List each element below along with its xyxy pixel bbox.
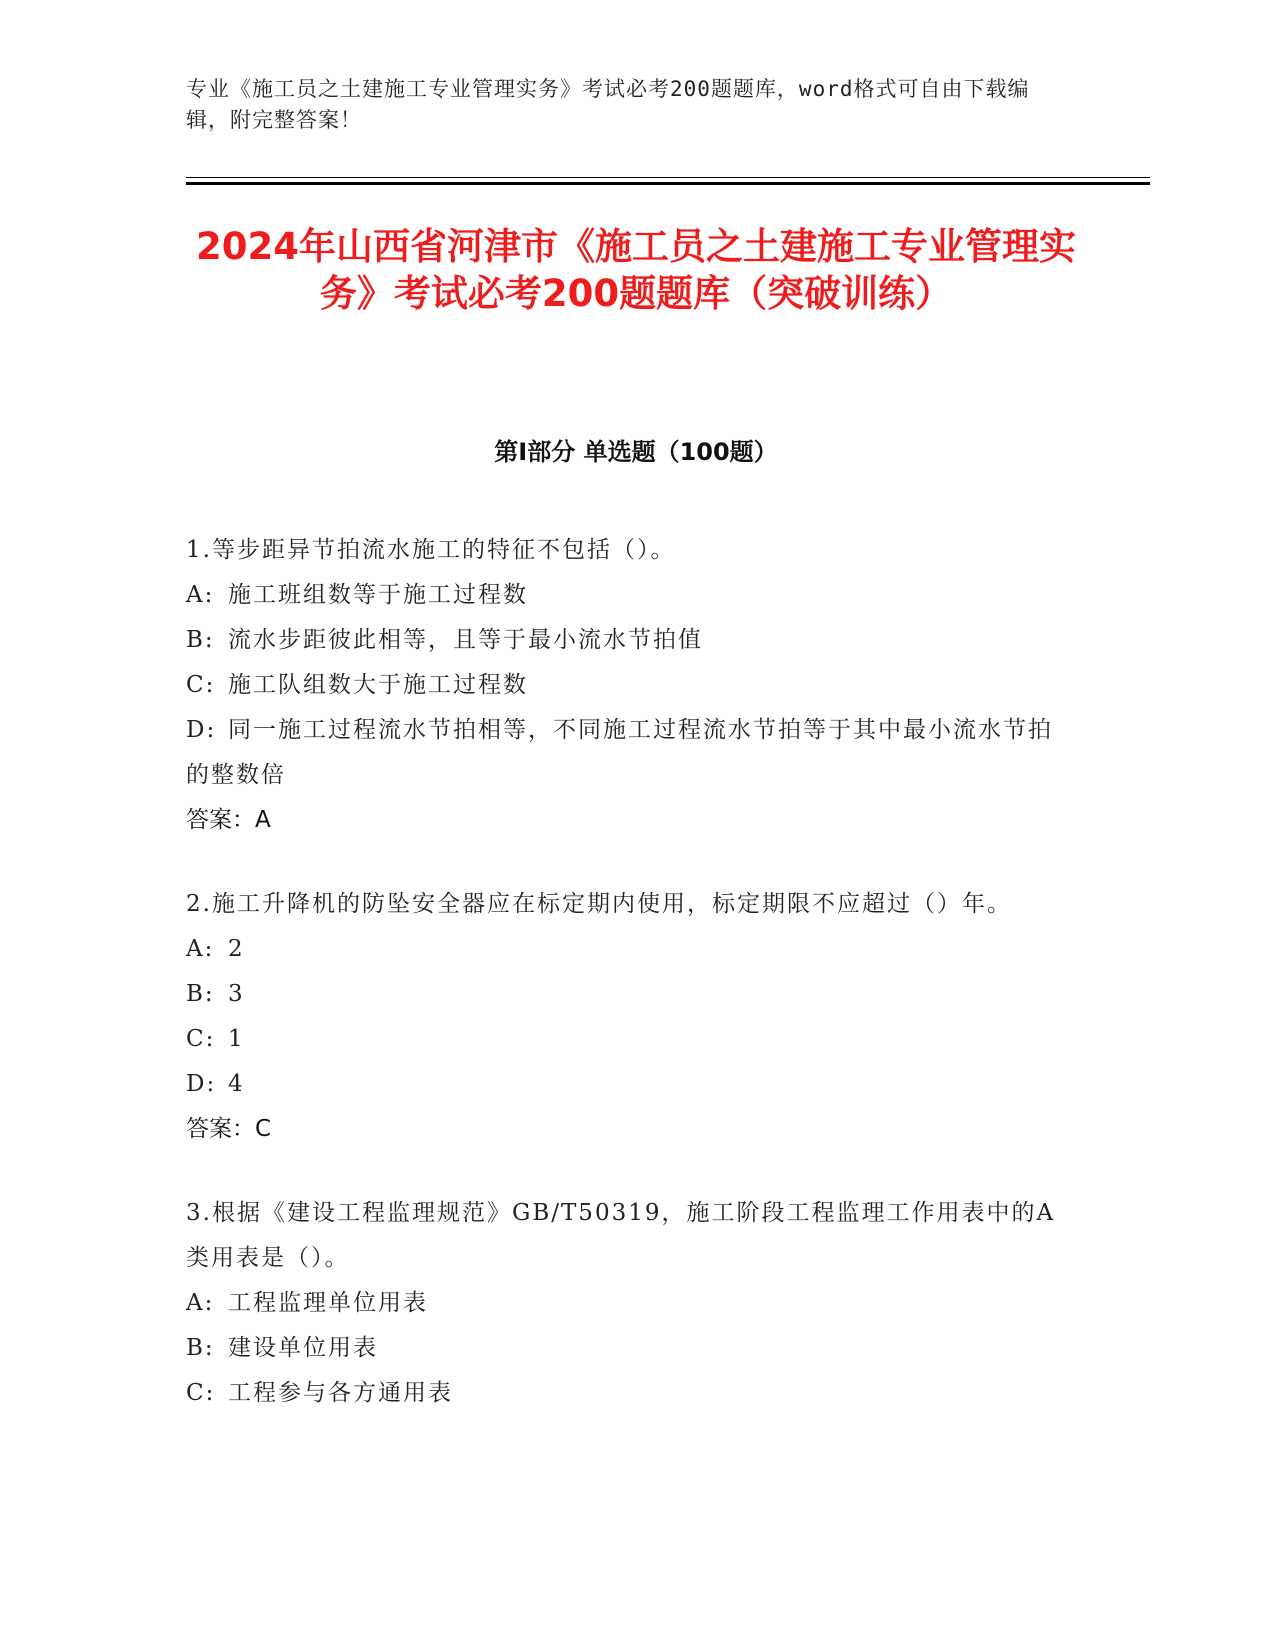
option-b xyxy=(186,972,1076,1017)
option-a xyxy=(186,1281,1076,1326)
option-letter: A: xyxy=(186,936,215,962)
option-text: 工程参与各方通用表 xyxy=(228,1380,453,1406)
option-letter: B: xyxy=(186,1335,215,1361)
option-text: 2 xyxy=(228,936,245,962)
option-b xyxy=(186,1326,1076,1371)
option-letter: C: xyxy=(186,672,216,698)
option-letter: D: xyxy=(186,717,217,743)
option-b xyxy=(186,618,1076,663)
question-list xyxy=(186,528,1076,1455)
header-divider-thin xyxy=(186,177,1150,178)
option-d xyxy=(186,708,1076,798)
option-text: 1 xyxy=(228,1026,245,1052)
section-title: 第I部分 单选题（100题） xyxy=(494,438,778,466)
option-letter: A: xyxy=(186,1290,215,1316)
question-3 xyxy=(186,1191,1076,1416)
option-letter: C: xyxy=(186,1380,216,1406)
option-text: 施工班组数等于施工过程数 xyxy=(228,582,528,608)
option-letter: C: xyxy=(186,1026,216,1052)
option-letter: D: xyxy=(186,1071,217,1097)
option-a xyxy=(186,573,1076,618)
option-d xyxy=(186,1062,1076,1107)
option-text: 建设单位用表 xyxy=(228,1335,378,1361)
option-text: 施工队组数大于施工过程数 xyxy=(228,672,528,698)
header-note: 专业《施工员之土建施工专业管理实务》考试必考200题题库，word格式可自由下载编辑，附完整答案！ xyxy=(186,77,1030,132)
option-c xyxy=(186,1017,1076,1062)
question-stem: 2.施工升降机的防坠安全器应在标定期内使用，标定期限不应超过（）年。 xyxy=(186,891,1012,917)
option-text: 4 xyxy=(228,1071,245,1097)
option-text: 3 xyxy=(228,981,245,1007)
question-stem: 1.等步距异节拍流水施工的特征不包括（）。 xyxy=(186,537,676,563)
question-1 xyxy=(186,528,1076,843)
option-letter: A: xyxy=(186,582,215,608)
option-c xyxy=(186,663,1076,708)
document-title: 2024年山西省河津市《施工员之土建施工专业管理实务》考试必考200题题库（突破训练） xyxy=(196,225,1076,315)
option-letter: B: xyxy=(186,981,215,1007)
option-a xyxy=(186,927,1076,972)
answer-line: 答案：C xyxy=(186,1116,272,1142)
answer-line: 答案：A xyxy=(186,807,271,833)
option-c xyxy=(186,1371,1076,1416)
option-text: 工程监理单位用表 xyxy=(228,1290,428,1316)
question-2 xyxy=(186,882,1076,1152)
option-letter: B: xyxy=(186,627,215,653)
option-text: 流水步距彼此相等，且等于最小流水节拍值 xyxy=(228,627,703,653)
question-stem: 3.根据《建设工程监理规范》GB/T50319，施工阶段工程监理工作用表中的A类用表是（）。 xyxy=(186,1200,1056,1271)
option-text: 同一施工过程流水节拍相等，不同施工过程流水节拍等于其中最小流水节拍的整数倍 xyxy=(186,717,1053,788)
header-divider-thick xyxy=(186,182,1150,185)
